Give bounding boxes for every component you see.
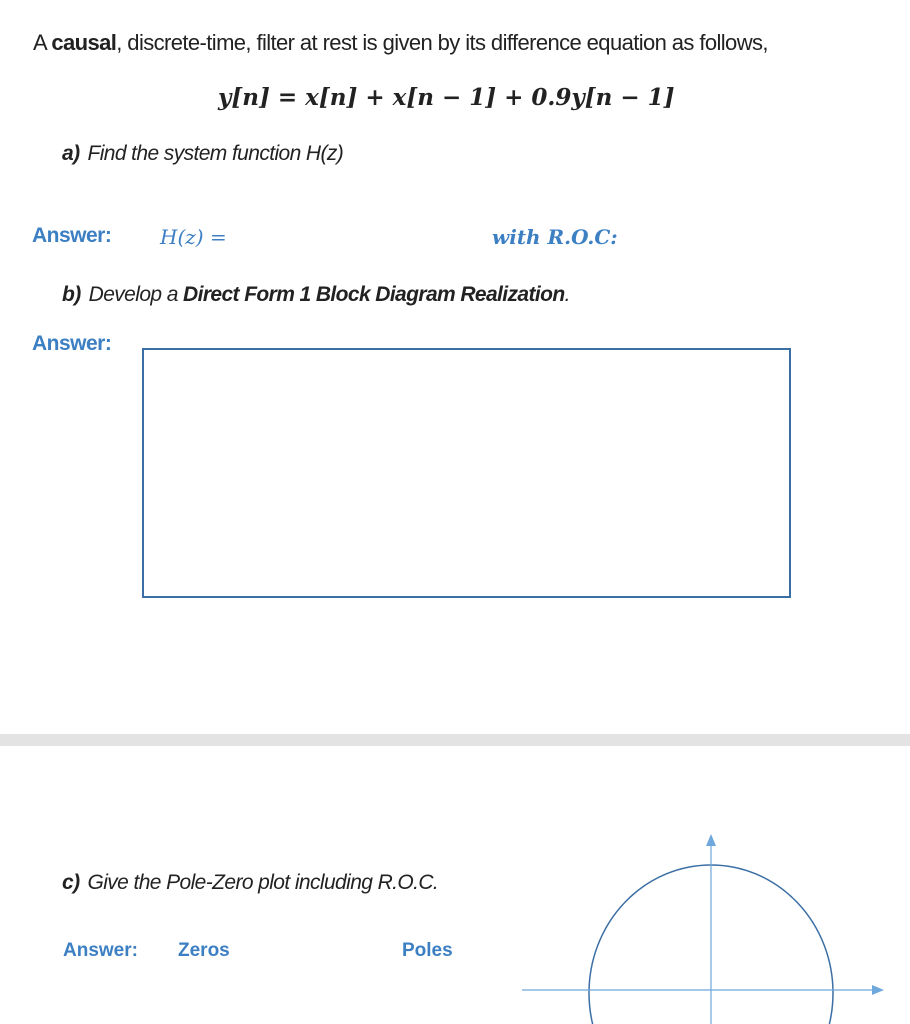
answer-c-label: Answer: <box>63 940 138 961</box>
difference-equation: y[n] = x[n] + x[n − 1] + 0.9y[n − 1] <box>218 84 675 111</box>
question-b-label: b) <box>62 283 81 306</box>
zeros-label[interactable]: Zeros <box>178 940 230 961</box>
answer-b-label: Answer: <box>32 332 112 355</box>
hz-expression[interactable]: H(z) = <box>160 225 227 249</box>
poles-label[interactable]: Poles <box>402 940 453 961</box>
causal-keyword: causal <box>51 30 117 55</box>
problem-intro: A causal, discrete-time, filter at rest is given by its difference equation as follows, <box>33 30 768 55</box>
direct-form-keyword: Direct Form 1 Block Diagram Realization <box>183 283 565 306</box>
roc-label[interactable]: with R.O.C: <box>492 225 618 249</box>
imaginary-axis-arrow-icon <box>706 834 716 846</box>
question-c-text: Give the Pole-Zero plot including R.O.C. <box>87 871 439 894</box>
real-axis-arrow-icon <box>872 985 884 995</box>
question-a-label: a) <box>62 142 80 165</box>
question-b: b) Develop a Direct Form 1 Block Diagram Realization. <box>62 283 570 306</box>
question-c-label: c) <box>62 871 80 894</box>
question-a-text: Find the system function H(z) <box>87 142 344 165</box>
answer-a-label: Answer: <box>32 224 112 247</box>
